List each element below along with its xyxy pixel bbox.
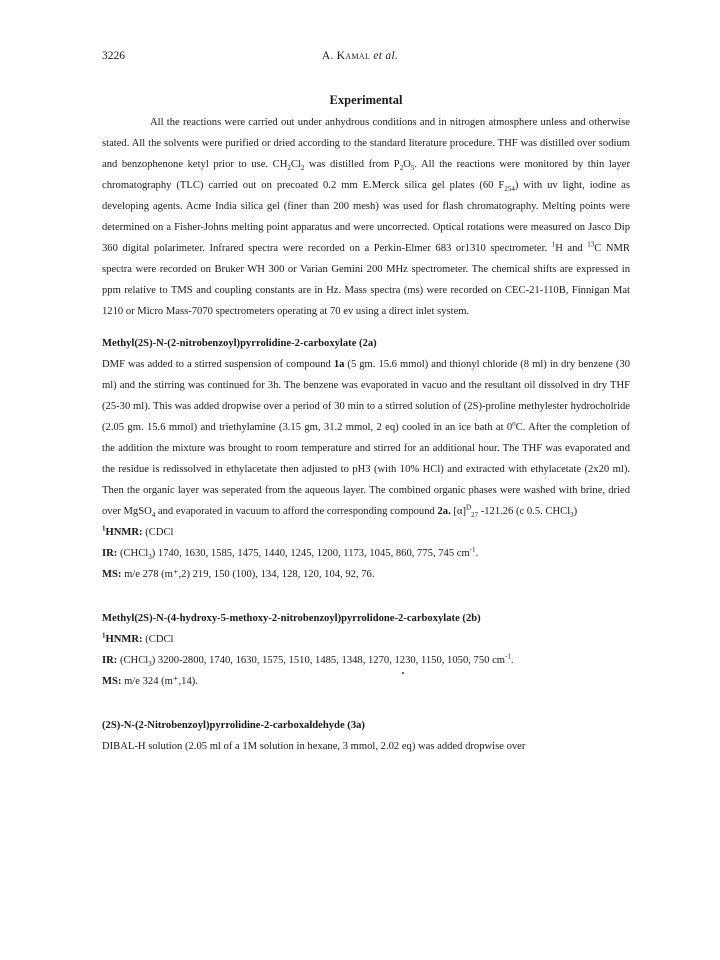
compound-3a-title: (2S)-N-(2-Nitrobenzoyl)pyrrolidine-2-carboxaldehyde (3a) (102, 720, 365, 731)
section-title-experimental: Experimental (329, 93, 403, 107)
compound-2a-ms: MS: m/e 278 (m⁺,2) 219, 150 (100), 134, 128, 120, 104, 92, 76. (102, 569, 375, 580)
running-head-author: A. Kamal (321, 50, 371, 62)
compound-2b-ir: IR: (CHCl$_3$) 3200-2800, 1740, 1630, 1575, 1510, 1485, 1348, 1270, 1230, 1150, 1050, 750 $cm^{-1}$. (102, 652, 514, 669)
compound-3a-procedure: DIBAL-H solution (2.05 ml of a 1M solution in hexane, 3 mmol, 2.02 eq) was added dropwise over (102, 741, 526, 752)
compound-2b-title: Methyl(2S)-N-(4-hydroxy-5-methoxy-2-nitrobenzoyl)pyrrolidone-2-carboxylate (2b) (102, 613, 481, 624)
compound-2a-procedure: DMF was added to a stirred suspension of compound 1a (5 gm. 15.6 mmol) and thionyl chloride (8 ml) in dry benzene (30 ml) and the stirring was continued for 3h. The benzene was evaporated in vacuo and the resultant oil dissolved in dry THF (25-30 ml). This was added dropwise over a period of 30 min to a stirred solution of (2S)-proline methylester hydrocholride (2.05 gm. 15.6 mmol) and triethylamine (3.15 gm, 31.2 mmol, 2 eq) cooled in an ice bath at 0$^o$C. After the completion of the addition the mixture was brought to room temperature and stirred for an additional hour. The THF was evaporated and the residue is redissolved in ethylacetate then adjusted to pH3 (with 10% HCl) and extracted with ethylacetate (2x20 ml). Then the organic layer was seperated from the aqueous layer. The combined organic phases were washed with brine, dried over MgSO$_4$ and evaporated in vacuum to afford the corresponding compound 2a. $[\alpha]^D_{27}$ -121.26 (c 0.5. CHCl$_3$) (102, 359, 631, 520)
running-head-et-al: et al. (373, 50, 399, 62)
compound-2a-title: Methyl(2S)-N-(2-nitrobenzoyl)pyrrolidine-2-carboxylate (2a) (102, 338, 377, 349)
article-body (102, 92, 630, 757)
compound-2a-ir: IR: (CHCl$_3$) 1740, 1630, 1585, 1475, 1440, 1245, 1200, 1173, 1045, 860, 775, 745 $cm^{-1}$. (102, 545, 479, 562)
running-head (102, 50, 618, 62)
stray-mark (402, 672, 404, 674)
compound-2a-hnmr: $^1$HNMR: (CDCl (102, 524, 174, 538)
compound-2b-hnmr: $^1$HNMR: (CDCl (102, 631, 174, 645)
page-number: 3226 (102, 50, 125, 62)
page-header (102, 50, 618, 66)
experimental-paragraph: All the reactions were carried out under anhydrous conditions and in nitrogen atmosphere unless and otherwise stated. All the solvents were purified or dried according to the standard literature procedure. THF was distilled over sodium and benzophenone ketyl prior to use. $CH_2Cl_2$ was distilled from $P_2O_5$. All the reactions were monitored by thin layer chromatography (TLC) carried out on precoated 0.2 mm E.Merck silica gel plates (60 $F_{254}$) with uv light, iodine as developing agents. Acme India silica gel (finer than 200 mesh) was used for flash chromatography. Melting points were determined on a Fisher-Johns melting point apparatus and were uncorrected. Optical rotations were measured on Jasco Dip 360 digital polarimeter. Infrared spectra were recorded on a Perkin-Elmer 683 or1310 spectrometer. $^1$H and $^{13}$C NMR spectra were recorded on Bruker WH 300 or Varian Gemini 200 MHz spectrometer. The chemical shifts are expressed in ppm relative to TMS and coupling constants are in Hz. Mass spectra (ms) were recorded on CEC-21-110B, Finnigan Mat 1210 or Micro Mass-7070 spectrometers operating at 70 ev using a direct inlet system. (102, 117, 630, 317)
compound-2b-ms: MS: m/e 324 (m⁺,14). (102, 676, 198, 687)
